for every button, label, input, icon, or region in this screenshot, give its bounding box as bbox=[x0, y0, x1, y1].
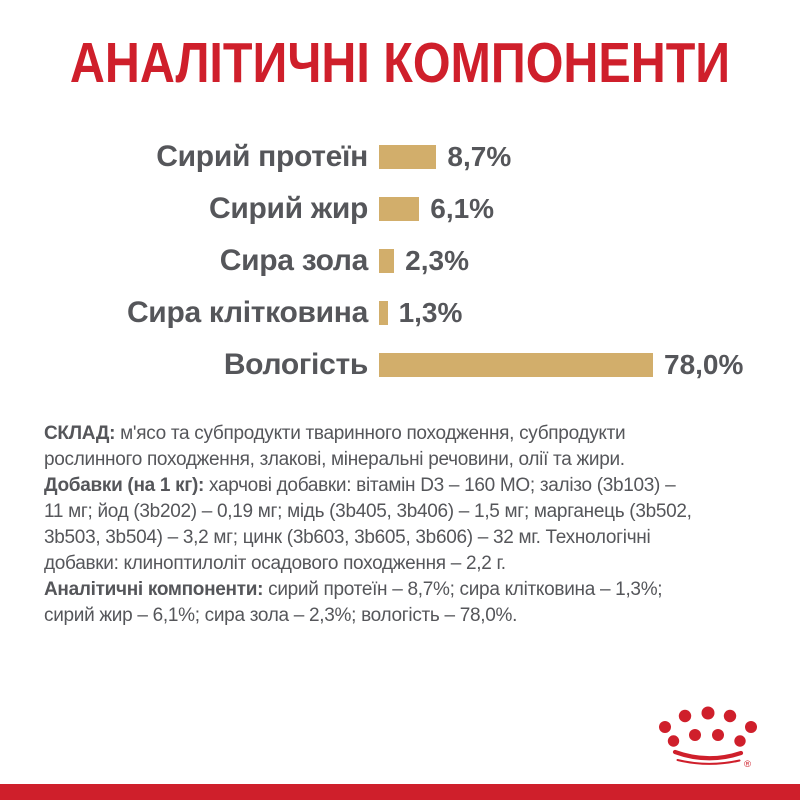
text-line-composition-1 bbox=[44, 421, 784, 447]
crown-dot bbox=[679, 710, 691, 722]
bar-crude-ash bbox=[379, 249, 394, 273]
bar-crude-protein bbox=[379, 145, 436, 169]
crown-dot bbox=[668, 735, 679, 746]
text-run: 11 мг; йод (3b202) – 0,19 мг; мідь (3b405, 3b406) – 1,5 мг; марганець (3b502, bbox=[44, 501, 692, 522]
composition-text bbox=[44, 421, 784, 629]
text-line-additives-4 bbox=[44, 551, 784, 577]
component-value: 1,3% bbox=[398, 297, 463, 328]
component-label: Сира клітковина bbox=[126, 296, 368, 329]
bar-moisture bbox=[379, 353, 653, 377]
chart-row-crude-ash bbox=[0, 235, 800, 287]
text-run: м'ясо та субпродукти тваринного походження, субпродукти bbox=[115, 423, 626, 444]
crown-arc-lower bbox=[678, 760, 740, 764]
component-value: 78,0% bbox=[664, 349, 744, 380]
text-run: харчові добавки: вітамін D3 – 160 МО; залізо (3b103) – bbox=[204, 475, 676, 496]
chart-row-crude-fiber bbox=[0, 287, 800, 339]
additives-lead: Добавки (на 1 кг): bbox=[44, 475, 204, 496]
analytical-components-chart bbox=[0, 131, 800, 391]
chart-row-crude-fat bbox=[0, 183, 800, 235]
component-label: Сирий жир bbox=[209, 192, 368, 225]
component-label: Сира зола bbox=[219, 244, 368, 277]
composition-lead: СКЛАД: bbox=[44, 423, 116, 444]
component-label: Вологість bbox=[223, 348, 368, 381]
crown-dot bbox=[724, 710, 736, 722]
page-title: АНАЛІТИЧНІ КОМПОНЕНТИ bbox=[69, 31, 731, 95]
analytical-lead: Аналітичні компоненти: bbox=[44, 579, 264, 600]
component-label: Сирий протеїн bbox=[156, 140, 368, 173]
text-run: 3b503, 3b504) – 3,2 мг; цинк (3b603, 3b605, 3b606) – 32 мг. Технологічні bbox=[44, 527, 651, 548]
component-value: 6,1% bbox=[430, 193, 495, 224]
crown-dot bbox=[659, 721, 671, 733]
bar-crude-fiber bbox=[379, 301, 388, 325]
text-line-additives-1 bbox=[44, 473, 784, 499]
text-line-composition-2 bbox=[44, 447, 784, 473]
text-line-additives-3 bbox=[44, 525, 784, 551]
text-run: рослинного походження, злакові, мінеральні речовини, олії та жири. bbox=[44, 449, 625, 470]
chart-row-moisture bbox=[0, 339, 800, 391]
chart-row-crude-protein bbox=[0, 131, 800, 183]
component-value: 2,3% bbox=[405, 245, 469, 276]
component-value: 8,7% bbox=[447, 141, 512, 172]
crown-dot bbox=[734, 735, 745, 746]
crown-arc-upper bbox=[675, 752, 741, 758]
text-run: сирий протеїн – 8,7%; сира клітковина – 1,3%; bbox=[263, 579, 663, 600]
text-run: добавки: клиноптилоліт осадового походження – 2,2 г. bbox=[44, 553, 506, 574]
text-line-analytical-1 bbox=[44, 577, 784, 603]
text-line-additives-2 bbox=[44, 499, 784, 525]
crown-dot bbox=[712, 729, 724, 741]
text-run: сирий жир – 6,1%; сира зола – 2,3%; вологість – 78,0%. bbox=[44, 605, 518, 626]
text-line-analytical-2 bbox=[44, 603, 784, 629]
crown-dot bbox=[745, 721, 757, 733]
bar-crude-fat bbox=[379, 197, 419, 221]
crown-dot bbox=[689, 729, 701, 741]
footer-red-bar bbox=[0, 784, 800, 800]
registered-trademark-icon: ® bbox=[744, 759, 751, 769]
crown-dot bbox=[702, 707, 715, 720]
royal-canin-crown-logo bbox=[655, 703, 760, 769]
